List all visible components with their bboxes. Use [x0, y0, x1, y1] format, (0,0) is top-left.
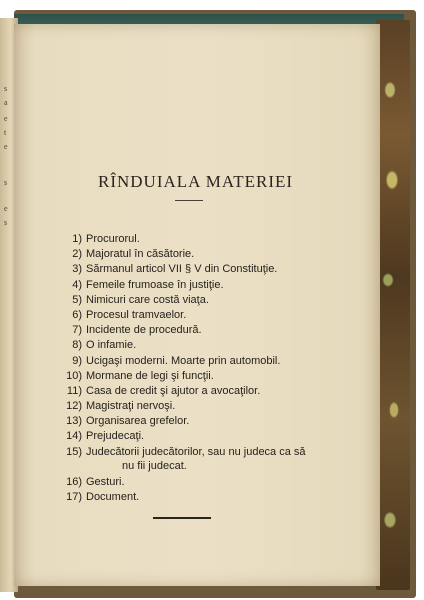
facing-page-edge: s a e t e s e s: [0, 18, 18, 592]
toc-item-9: 9) Ucigaşi moderni. Moarte prin automobil.: [72, 354, 281, 367]
toc-item-5: 5) Nimicuri care costă viaţa.: [72, 293, 209, 306]
toc-item-14: 14) Prejudecaţi.: [66, 430, 145, 443]
toc-item-8: 8) O infamie.: [72, 339, 137, 352]
toc-item-6: 6) Procesul tramvaelor.: [72, 308, 187, 321]
toc-item-7: 7) Incidente de procedură.: [72, 324, 202, 337]
toc-item-11: 11) Casa de credit şi ajutor a avocaţilor.: [66, 384, 261, 397]
toc-item-1: 1) Procurorul.: [72, 233, 140, 245]
table-of-contents: [54, 232, 364, 505]
toc-item-13: 13) Organisarea grefelor.: [66, 415, 190, 428]
end-divider: [153, 517, 211, 519]
page-heading: RÎNDUIALA MATERIEI: [98, 172, 294, 191]
toc-item-16: 16) Gesturi.: [66, 475, 125, 488]
toc-item-4: 4) Femeile frumoase în justiţie.: [72, 278, 224, 291]
toc-item-12: 12) Magistraţi nervoşi.: [66, 400, 176, 413]
toc-item-15: 15) Judecătorii judecătorilor, sau nu judeca ca să nu fii judecat.: [54, 445, 364, 475]
toc-item-15-line2: nu fii judecat.: [122, 459, 187, 472]
toc-item-17: 17) Document.: [66, 490, 140, 503]
heading-divider: [175, 200, 203, 201]
toc-item-10: 10) Mormane de legi şi funcţii.: [66, 369, 214, 382]
toc-item-15-line1: Judecătorii judecătorilor, sau nu judeca ca să: [86, 445, 306, 458]
marbled-page-edge: [376, 20, 410, 590]
toc-item-2: 2) Majoratul în căsătorie.: [72, 248, 195, 261]
toc-item-3: 3) Sărmanul articol VII § V din Constituţie.: [72, 263, 278, 276]
